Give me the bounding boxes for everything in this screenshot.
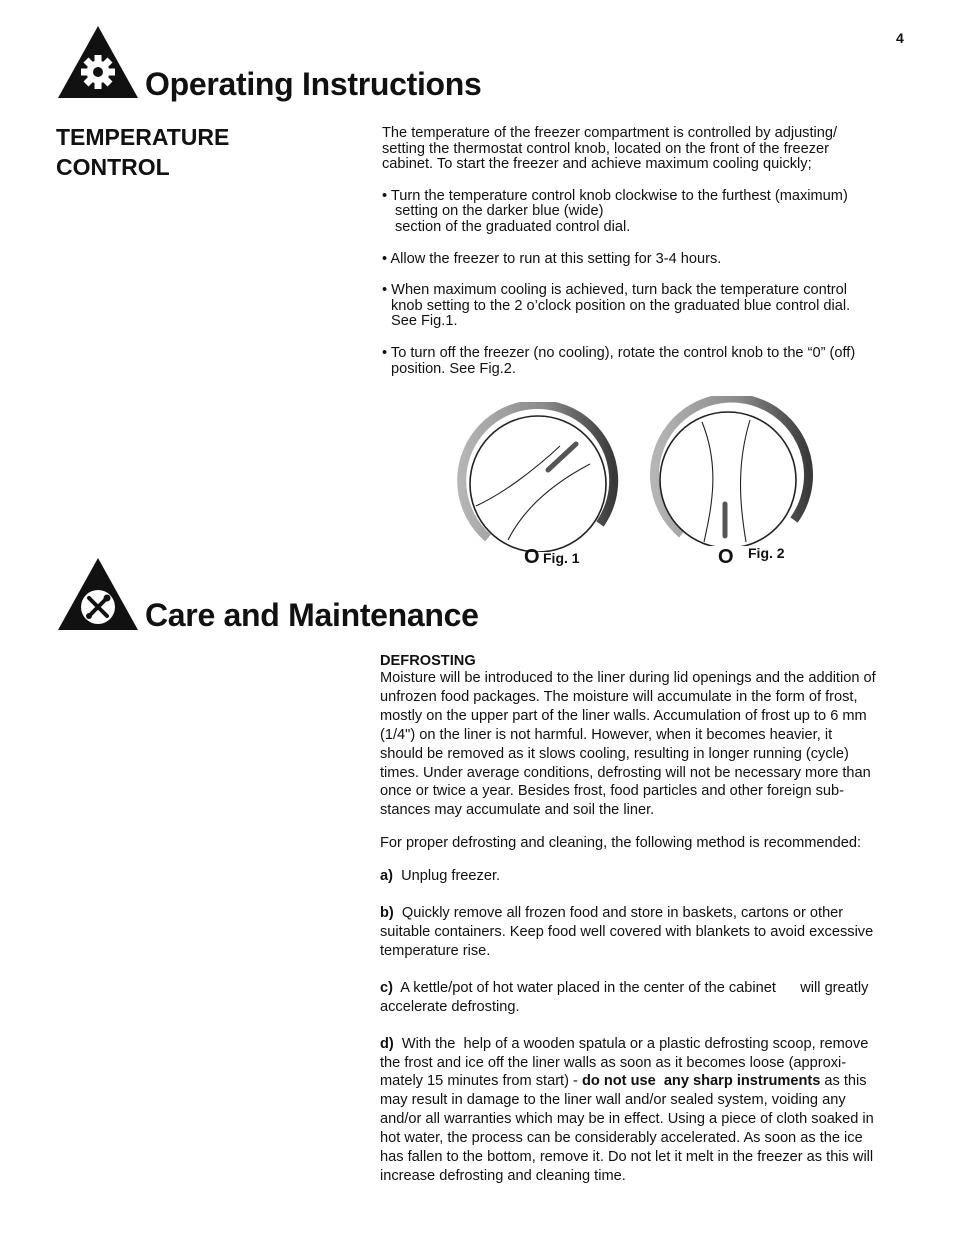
- step-b-label: b): [380, 905, 394, 922]
- step-d-pre: mately 15 minutes from start) -: [380, 1073, 582, 1090]
- page-number: 4: [896, 30, 904, 46]
- bullet-turn-back-cont: knob setting to the 2 o’clock position on the graduated blue control dial.: [391, 297, 851, 314]
- fig1-control-dial: [452, 402, 624, 552]
- intro-line: The temperature of the freezer compartment is controlled by adjusting/: [382, 125, 838, 141]
- step-c-text: A kettle/pot of hot water placed in the center of the cabinet will greatly: [400, 979, 869, 996]
- bullet-max-cooling: • Turn the temperature control knob clockwise to the furthest (maximum): [382, 187, 848, 204]
- bullet-max-cooling-cont: section of the graduated control dial.: [395, 218, 631, 235]
- bullet-turn-back: • When maximum cooling is achieved, turn back the temperature control: [382, 282, 848, 299]
- step-c: [380, 979, 920, 998]
- intro-line: setting the thermostat control knob, located on the front of the freezer: [382, 140, 829, 157]
- intro-line: cabinet. To start the freezer and achieve maximum cooling quickly;: [382, 156, 812, 173]
- step-a-label: a): [380, 868, 393, 885]
- step-b-cont: temperature rise.: [380, 942, 491, 959]
- temperature-control-text: [382, 126, 922, 377]
- step-d-cont: may result in damage to the liner wall and/or sealed system, voiding any: [380, 1092, 846, 1109]
- defrosting-heading: DEFROSTING: [380, 653, 476, 669]
- bullet-turn-off: • To turn off the freezer (no cooling), rotate the control knob to the “0” (off): [382, 344, 856, 361]
- temperature-control-heading-line2: CONTROL: [56, 154, 170, 180]
- step-d: [380, 1035, 920, 1054]
- temperature-control-heading-line1: TEMPERATURE: [56, 124, 230, 150]
- operating-instructions-title: Operating Instructions: [145, 66, 482, 102]
- step-d-cont: has fallen to the bottom, remove it. Do not let it melt in the freezer as this will: [380, 1149, 874, 1166]
- defrost-line: Moisture will be introduced to the liner during lid openings and the addition of: [380, 670, 876, 686]
- defrost-line: mostly on the upper part of the liner walls. Accumulation of frost up to 6 mm: [380, 707, 867, 724]
- step-b-cont: suitable containers. Keep food well covered with blankets to avoid excessive: [380, 923, 874, 940]
- fig1-label: Fig. 1: [543, 550, 580, 566]
- bullet-max-cooling-cont: setting on the darker blue (wide): [395, 203, 604, 220]
- bullet-turn-off-cont: position. See Fig.2.: [391, 360, 516, 377]
- bullet-run-hours: • Allow the freezer to run at this setting for 3-4 hours.: [382, 250, 722, 267]
- method-intro: For proper defrosting and cleaning, the following method is recommended:: [380, 835, 862, 852]
- step-c-cont: accelerate defrosting.: [380, 998, 520, 1015]
- step-d-cont: increase defrosting and cleaning time.: [380, 1167, 626, 1184]
- step-b-text: Quickly remove all frozen food and store in baskets, cartons or other: [401, 905, 844, 922]
- temperature-control-heading: [56, 122, 229, 182]
- step-a-text: Unplug freezer.: [401, 868, 501, 885]
- fig2-zero-mark: O: [718, 546, 734, 568]
- step-d-text: With the help of a wooden spatula or a plastic defrosting scoop, remove: [401, 1035, 869, 1052]
- defrost-line: unfrozen food packages. The moisture will accumulate in the form of frost,: [380, 688, 858, 705]
- gear-warning-icon: [56, 24, 140, 100]
- step-d-cont: and/or all warranties which may be in effect. Using a piece of cloth soaked in: [380, 1111, 874, 1128]
- step-a: [380, 867, 920, 886]
- care-maintenance-title: Care and Maintenance: [145, 597, 479, 633]
- step-d-cont: hot water, the process can be considerably accelerated. As soon as the ice: [380, 1130, 863, 1147]
- step-d-cont: the frost and ice off the liner walls as soon as it becomes loose (approxi-: [380, 1054, 847, 1071]
- fig1-zero-mark: O: [524, 546, 540, 568]
- defrosting-section: [380, 653, 920, 1186]
- bullet-turn-back-cont: See Fig.1.: [391, 313, 458, 330]
- step-d-warning: do not use any sharp instruments: [581, 1073, 821, 1090]
- defrost-line: once or twice a year. Besides frost, food particles and other foreign sub-: [380, 783, 845, 800]
- step-c-label: c): [380, 979, 393, 996]
- step-d-label: d): [380, 1035, 394, 1052]
- defrost-line: should be removed as it slows cooling, resulting in longer running (cycle): [380, 745, 849, 762]
- step-d-post: as this: [820, 1073, 867, 1090]
- fig2-label: Fig. 2: [748, 545, 785, 561]
- step-d-warning-line: [380, 1072, 920, 1091]
- tools-warning-icon: [56, 556, 140, 632]
- defrost-line: (1/4") on the liner is not harmful. However, when it becomes heavier, it: [380, 726, 833, 743]
- fig2-control-dial: [646, 396, 818, 546]
- defrost-line: times. Under average conditions, defrosting will not be necessary more than: [380, 764, 871, 781]
- step-b: [380, 904, 920, 923]
- defrost-line: stances may accumulate and soil the liner.: [380, 802, 655, 819]
